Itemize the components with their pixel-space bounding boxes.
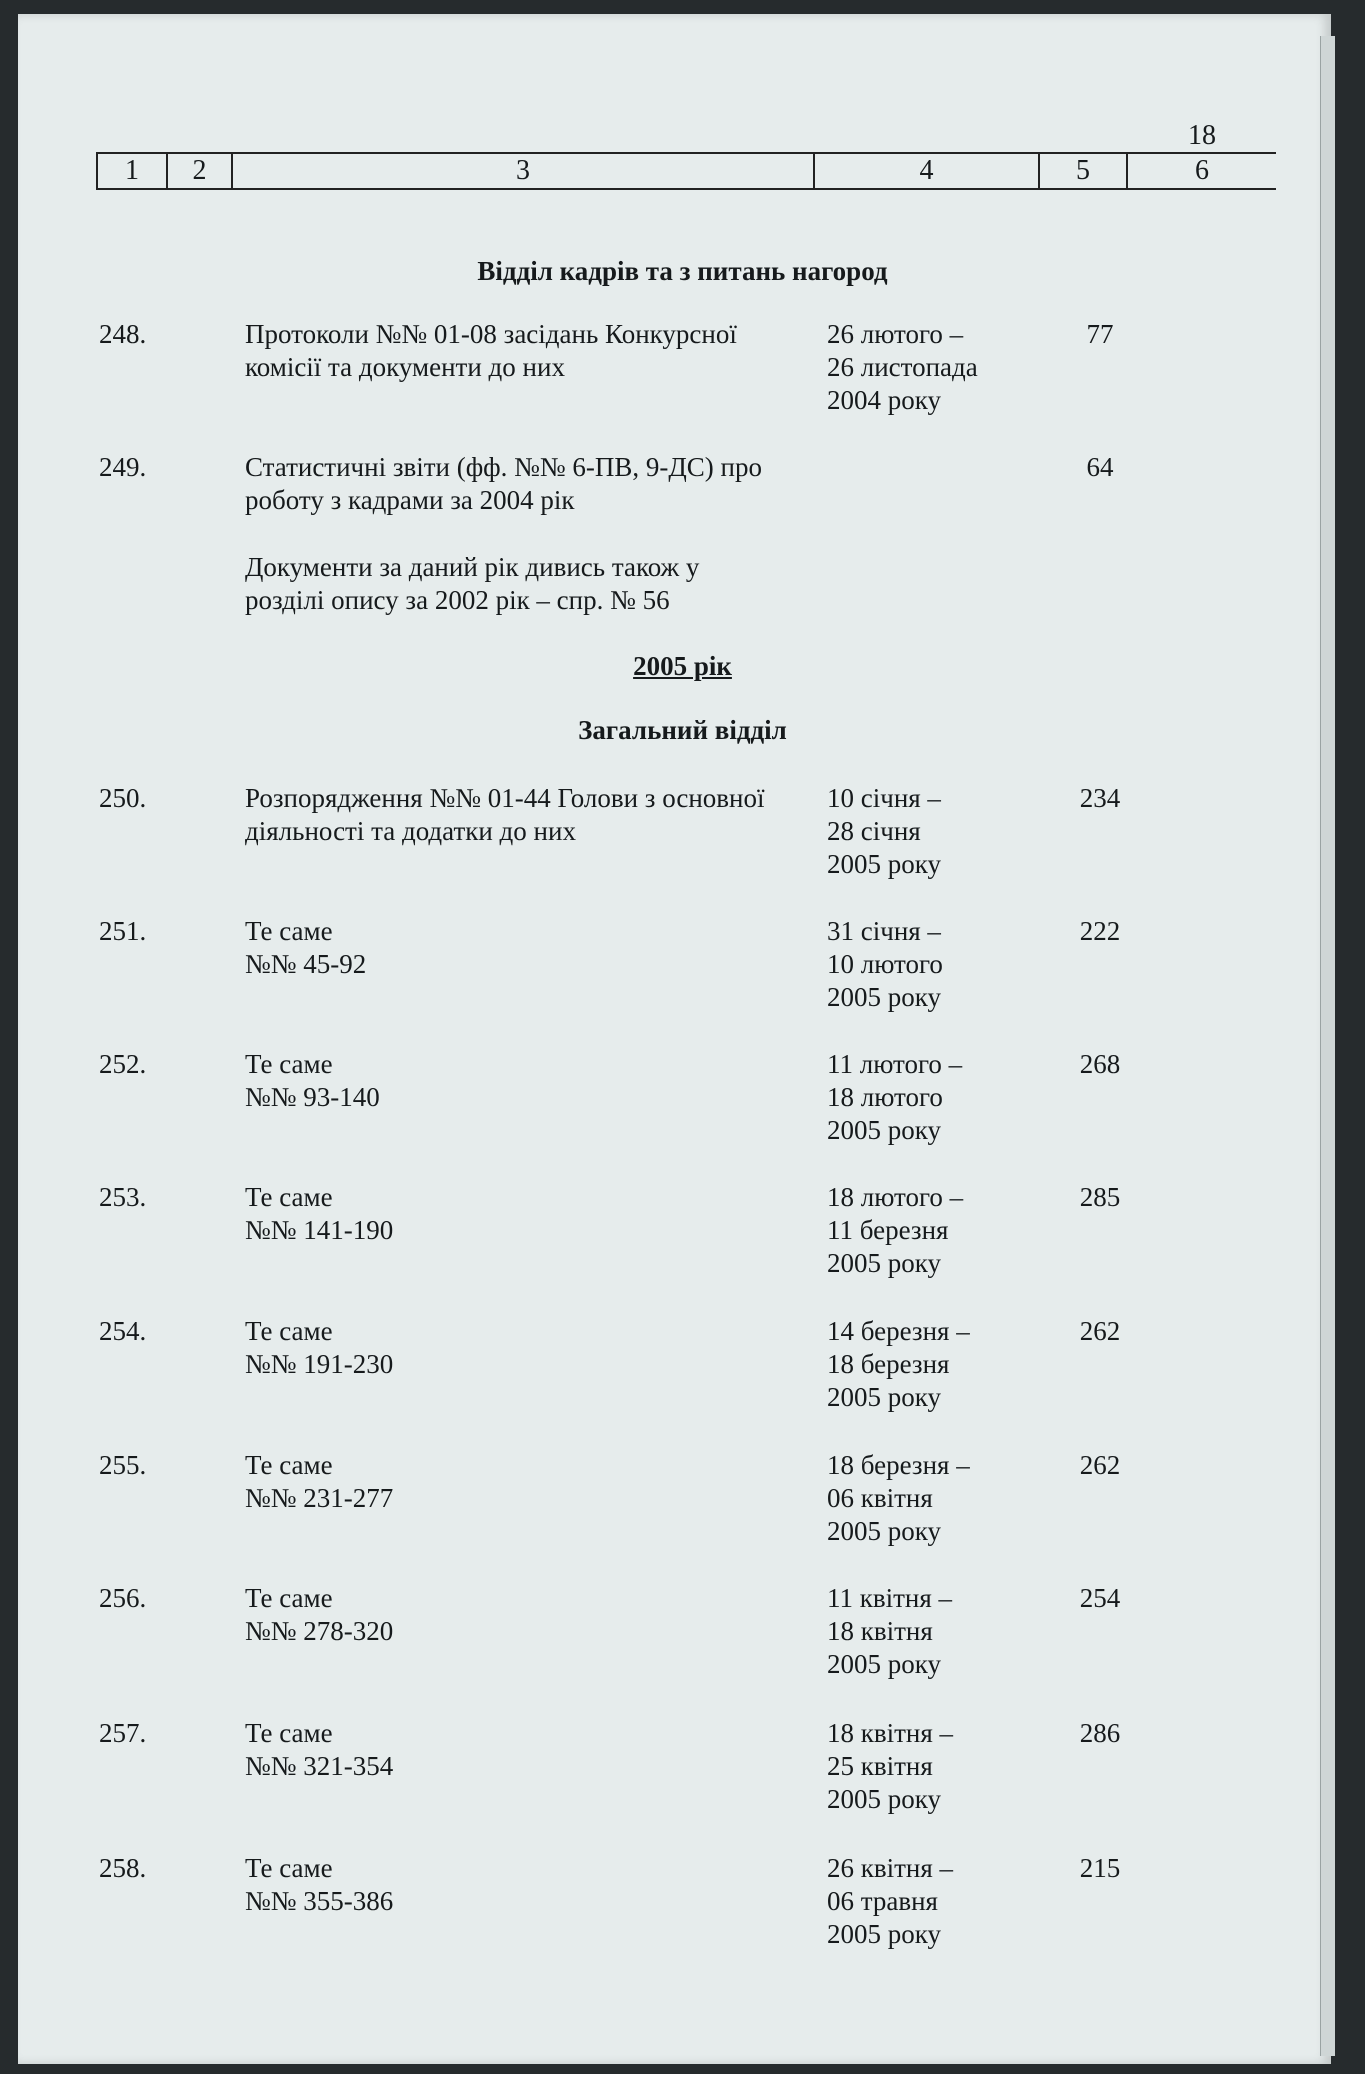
section-heading-personnel: Відділ кадрів та з питань нагород (477, 256, 888, 286)
entry-sheet-count: 268 (1079, 1049, 1121, 1079)
entry-sheet-count: 234 (1079, 783, 1121, 813)
entry-title: Статистичні звіти (фф. №№ 6-ПВ, 9-ДС) про роботу з кадрами за 2004 рік (245, 452, 762, 515)
entry-sheet-count: 286 (1079, 1718, 1121, 1748)
entry-number: 253. (99, 1182, 147, 1212)
entry-number: 252. (99, 1049, 147, 1079)
entry-sheet-count: 222 (1079, 916, 1121, 946)
column-header-4: 4 (813, 154, 1038, 188)
cross-reference-note: Документи за даний рік дивись також у розділі опису за 2002 рік – спр. № 56 (245, 552, 700, 615)
entry-title: Те саме №№ 141-190 (245, 1182, 394, 1245)
entry-number: 258. (99, 1853, 147, 1883)
entry-title: Те саме №№ 191-230 (245, 1316, 394, 1379)
entry-number: 255. (99, 1450, 147, 1480)
entry-sheet-count: 77 (1086, 319, 1114, 349)
section-heading-general: Загальний відділ (578, 715, 787, 745)
entry-title: Те саме №№ 231-277 (245, 1450, 394, 1513)
column-header-2: 2 (166, 154, 231, 188)
entry-sheet-count: 215 (1079, 1853, 1121, 1883)
column-header-1: 1 (96, 154, 166, 188)
column-header-6: 6 (1126, 154, 1276, 188)
entry-dates: 10 січня – 28 січня 2005 року (827, 783, 941, 879)
entry-title: Те саме №№ 355-386 (245, 1853, 394, 1916)
entry-dates: 31 січня – 10 лютого 2005 року (827, 916, 943, 1012)
entry-number: 256. (99, 1583, 147, 1613)
entry-sheet-count: 262 (1079, 1450, 1121, 1480)
entry-number: 248. (99, 319, 147, 349)
entry-number: 254. (99, 1316, 147, 1346)
entry-number: 257. (99, 1718, 147, 1748)
entry-sheet-count: 262 (1079, 1316, 1121, 1346)
entry-dates: 11 лютого – 18 лютого 2005 року (827, 1049, 963, 1145)
entry-dates: 14 березня – 18 березня 2005 року (827, 1316, 970, 1412)
entry-title: Протоколи №№ 01-08 засідань Конкурсної комісії та документи до них (245, 319, 737, 382)
entry-title: Розпорядження №№ 01-44 Голови з основної діяльності та додатки до них (245, 783, 765, 846)
page-number: 18 (1188, 120, 1216, 151)
entry-dates: 26 лютого – 26 листопада 2004 року (827, 319, 978, 415)
entry-number: 249. (99, 452, 147, 482)
entry-dates: 18 квітня – 25 квітня 2005 року (827, 1718, 954, 1814)
page-edge (1320, 36, 1335, 2056)
column-header-5: 5 (1038, 154, 1126, 188)
year-heading: 2005 рік (633, 651, 732, 681)
entry-number: 251. (99, 916, 147, 946)
entry-dates: 18 лютого – 11 березня 2005 року (827, 1182, 964, 1278)
entry-sheet-count: 285 (1079, 1182, 1121, 1212)
entry-title: Те саме №№ 321-354 (245, 1718, 394, 1781)
entry-title: Те саме №№ 93-140 (245, 1049, 380, 1112)
entry-number: 250. (99, 783, 147, 813)
entry-sheet-count: 64 (1086, 452, 1114, 482)
entry-dates: 26 квітня – 06 травня 2005 року (827, 1853, 954, 1949)
entry-dates: 11 квітня – 18 квітня 2005 року (827, 1583, 953, 1679)
entry-dates: 18 березня – 06 квітня 2005 року (827, 1450, 970, 1546)
column-header-3: 3 (231, 154, 813, 188)
entry-sheet-count: 254 (1079, 1583, 1121, 1613)
entry-title: Те саме №№ 45-92 (245, 916, 367, 979)
table-header-row (96, 152, 1276, 190)
entry-title: Те саме №№ 278-320 (245, 1583, 394, 1646)
